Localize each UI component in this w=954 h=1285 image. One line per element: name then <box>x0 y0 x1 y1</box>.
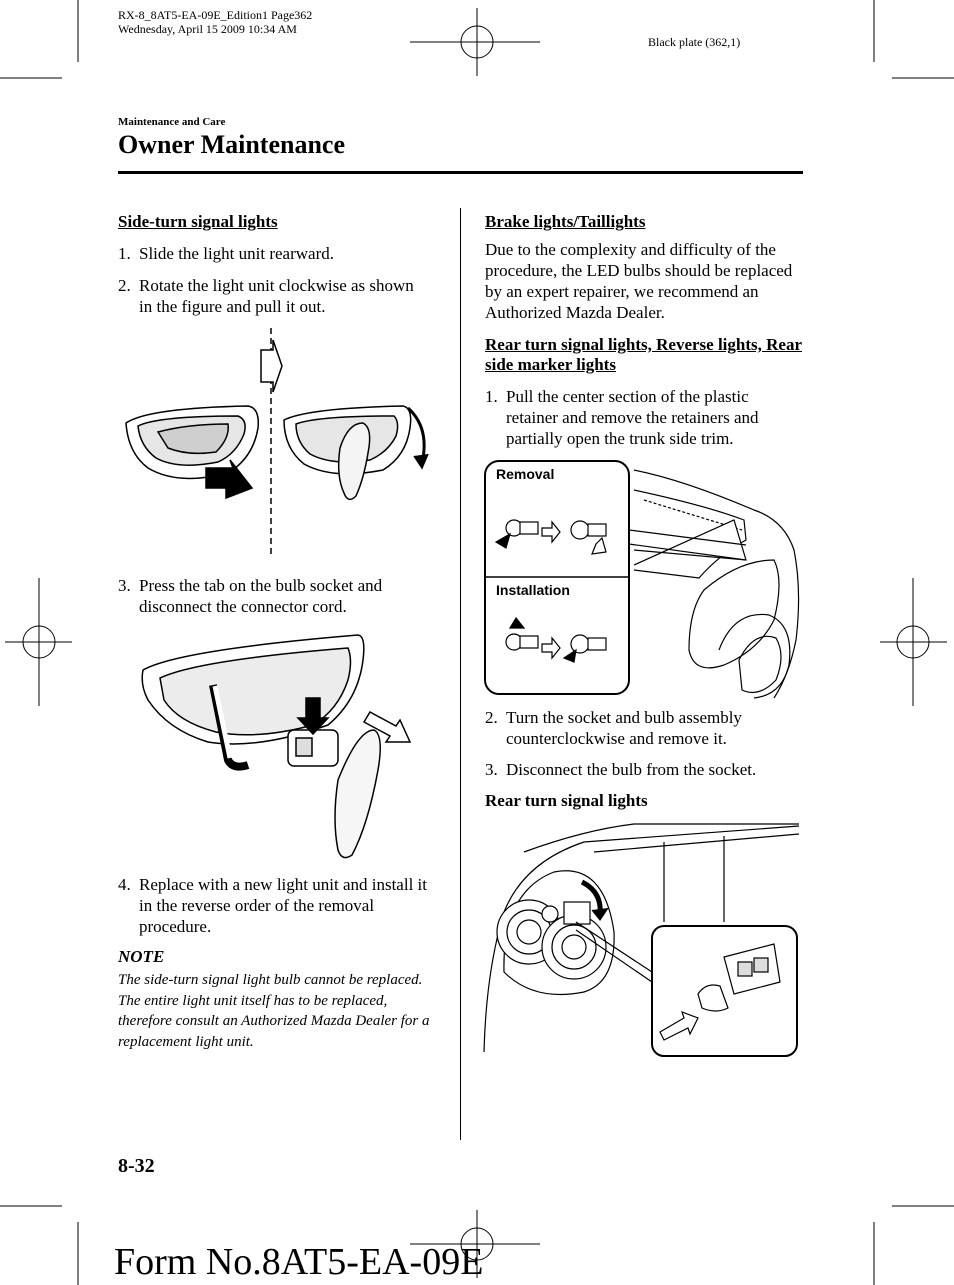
step-number: 3. <box>118 576 131 595</box>
step-number: 3. <box>485 760 498 779</box>
note-title: NOTE <box>118 947 165 966</box>
page-title: Owner Maintenance <box>118 130 345 159</box>
fig-label-removal: Removal <box>496 466 555 482</box>
page-number: 8-32 <box>118 1155 155 1177</box>
section-label: Maintenance and Care <box>118 116 226 128</box>
step-text: Pull the center section of the plastic retainer and remove the retainers and partially open the trunk side trim. <box>506 387 759 448</box>
right-step-2 <box>485 707 795 749</box>
step-text: Turn the socket and bulb assembly counterclockwise and remove it. <box>506 708 742 748</box>
left-step-4 <box>118 874 428 937</box>
right-step-3 <box>485 759 795 780</box>
note-text: The side-turn signal light bulb cannot be replaced. The entire light unit itself has to be replaced, therefore consult an Authorized Mazda Dealer for a replacement light unit. <box>118 972 430 1050</box>
step-number: 2. <box>485 708 498 727</box>
plate-label: Black plate (362,1) <box>648 35 741 49</box>
step-text: Rotate the light unit clockwise as shown in the figure and pull it out. <box>139 276 414 316</box>
heading-rear-turn-reverse-marker: Rear turn signal lights, Reverse lights, Rear side marker lights <box>485 335 802 374</box>
form-number: Form No.8AT5-EA-09E <box>114 1241 484 1283</box>
step-number: 4. <box>118 875 131 894</box>
step-number: 1. <box>485 387 498 406</box>
left-step-1 <box>118 243 428 264</box>
heading-rear-turn-signal: Rear turn signal lights <box>485 791 648 810</box>
heading-side-turn-signal: Side-turn signal lights <box>118 212 278 231</box>
column-divider <box>460 208 461 1140</box>
left-step-3 <box>118 575 428 617</box>
heading-brake-lights: Brake lights/Taillights <box>485 212 646 231</box>
title-rule <box>118 171 803 174</box>
bulb-socket-figure <box>138 630 428 860</box>
right-step-1 <box>485 386 795 449</box>
step-number: 2. <box>118 276 131 295</box>
step-number: 1. <box>118 244 131 263</box>
step-text: Disconnect the bulb from the socket. <box>506 760 757 779</box>
brake-lights-paragraph: Due to the complexity and difficulty of the procedure, the LED bulbs should be replaced by an expert repairer, we recommend an Authorized Mazda Dealer. <box>485 240 793 322</box>
print-header-line1: RX-8_8AT5-EA-09E_Edition1 Page362 <box>118 8 313 22</box>
step-text: Press the tab on the bulb socket and disconnect the connector cord. <box>139 576 383 616</box>
step-text: Replace with a new light unit and install it in the reverse order of the removal procedure. <box>139 875 427 936</box>
rear-turn-signal-bulb-figure <box>484 822 799 1058</box>
print-header-line2: Wednesday, April 15 2009 10:34 AM <box>118 22 297 36</box>
fig-label-installation: Installation <box>496 582 570 598</box>
step-text: Slide the light unit rearward. <box>139 244 334 263</box>
side-turn-signal-removal-figure <box>118 328 428 558</box>
left-step-2 <box>118 275 428 317</box>
trunk-trim-retainer-figure <box>484 460 804 698</box>
